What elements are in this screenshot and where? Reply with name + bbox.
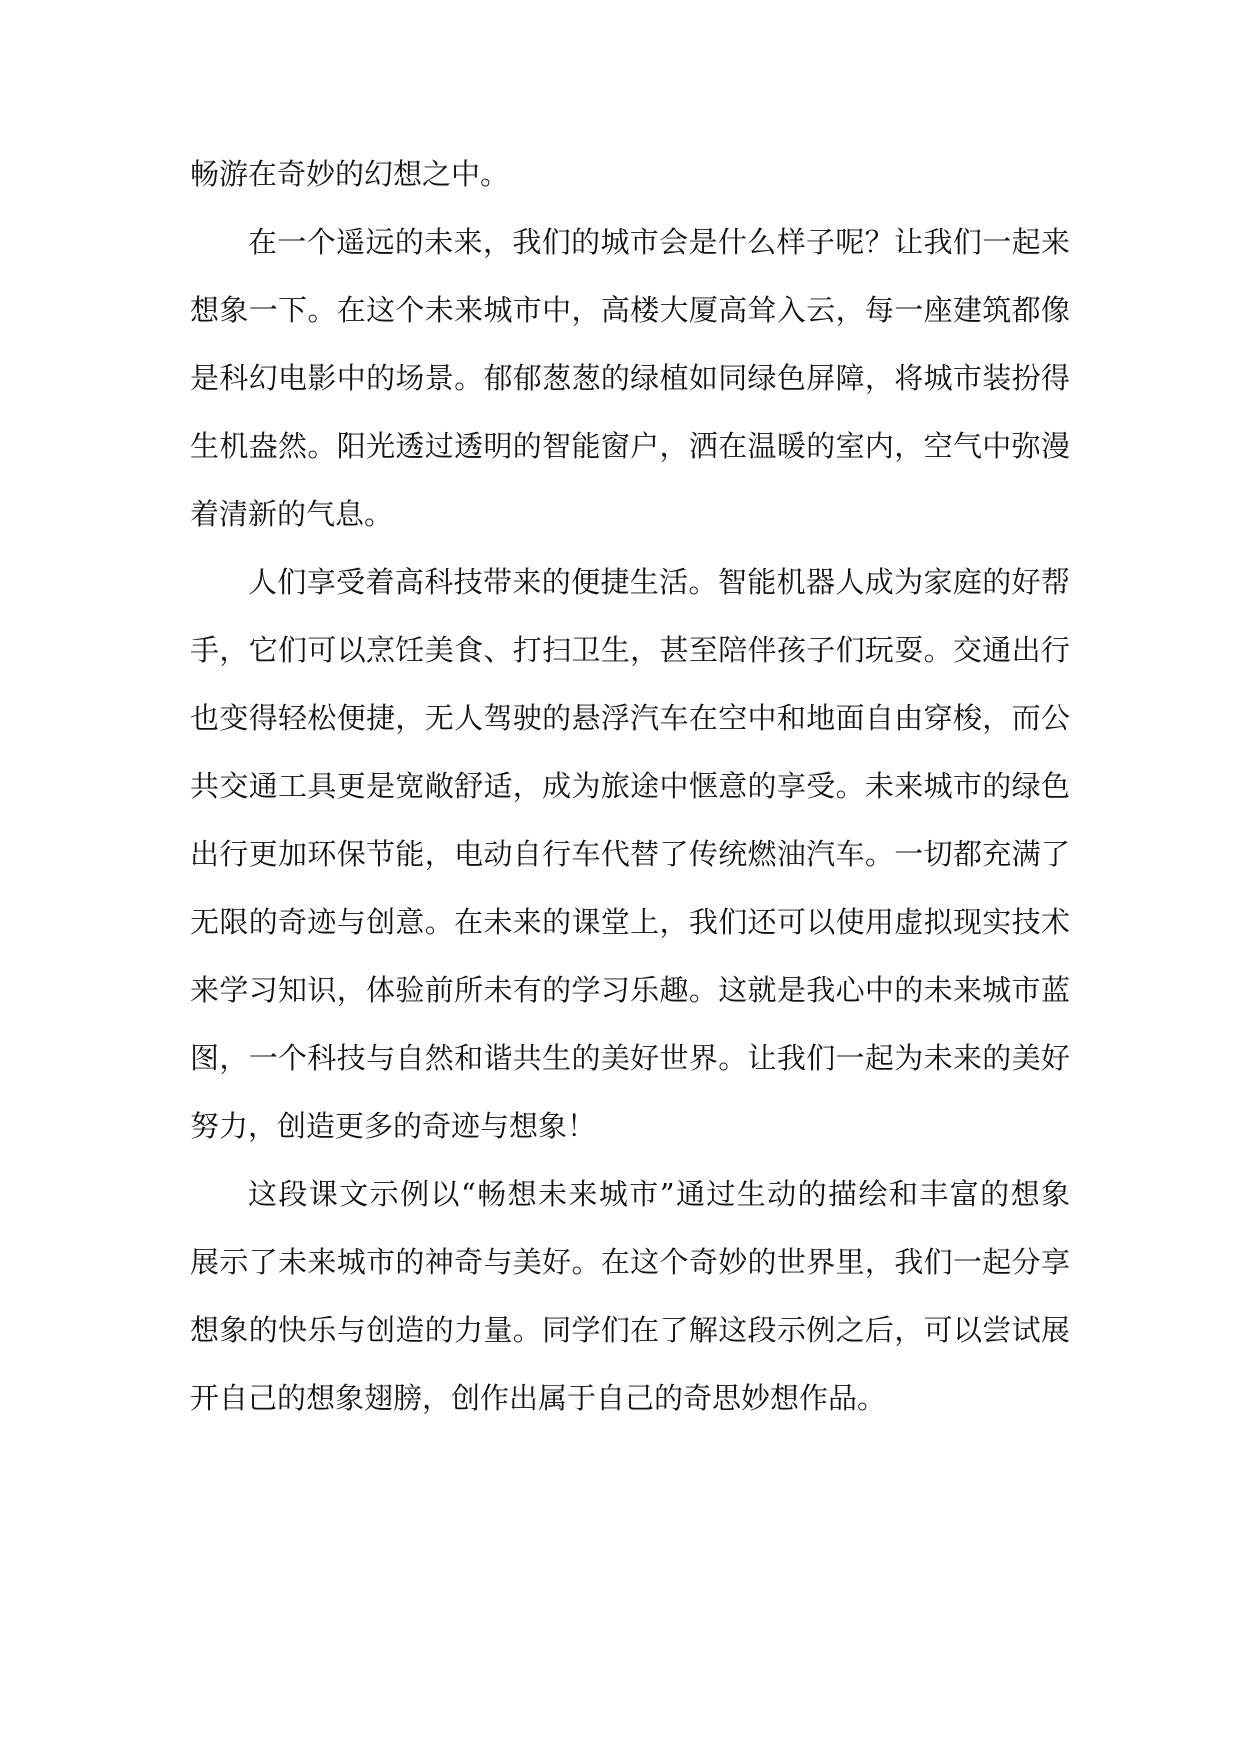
text-line: 手，它们可以烹饪美食、打扫卫生，甚至陪伴孩子们玩耍。交通出行 <box>190 633 1070 667</box>
paragraph-first-line: 人们享受着高科技带来的便捷生活。智能机器人成为家庭的好帮 <box>248 565 1070 599</box>
text-line: 也变得轻松便捷，无人驾驶的悬浮汽车在空中和地面自由穿梭，而公 <box>190 701 1070 735</box>
text-line: 出行更加环保节能，电动自行车代替了传统燃油汽车。一切都充满了 <box>190 837 1070 871</box>
text-line: 生机盎然。阳光透过透明的智能窗户，洒在温暖的室内，空气中弥漫 <box>190 429 1070 463</box>
text-line: 着清新的气息。 <box>190 497 394 531</box>
body-text <box>190 140 1070 1432</box>
text-line: 是科幻电影中的场景。郁郁葱葱的绿植如同绿色屏障，将城市装扮得 <box>190 361 1070 395</box>
text-line: 畅游在奇妙的幻想之中。 <box>190 157 510 191</box>
text-line: 无限的奇迹与创意。在未来的课堂上，我们还可以使用虚拟现实技术 <box>190 905 1070 939</box>
text-line: 开自己的想象翅膀，创作出属于自己的奇思妙想作品。 <box>190 1381 887 1415</box>
text-line: 努力，创造更多的奇迹与想象！ <box>190 1109 597 1143</box>
text-line: 想象的快乐与创造的力量。同学们在了解这段示例之后，可以尝试展 <box>190 1313 1070 1347</box>
paragraph-first-line: 这段课文示例以“畅想未来城市”通过生动的描绘和丰富的想象 <box>248 1177 1070 1211</box>
text-line: 想象一下。在这个未来城市中，高楼大厦高耸入云，每一座建筑都像 <box>190 293 1070 327</box>
text-line: 来学习知识，体验前所未有的学习乐趣。这就是我心中的未来城市蓝 <box>190 973 1070 1007</box>
text-line: 图，一个科技与自然和谐共生的美好世界。让我们一起为未来的美好 <box>190 1041 1070 1075</box>
text-line: 共交通工具更是宽敞舒适，成为旅途中惬意的享受。未来城市的绿色 <box>190 769 1070 803</box>
paragraph-first-line: 在一个遥远的未来，我们的城市会是什么样子呢？让我们一起来 <box>248 225 1070 259</box>
text-line: 展示了未来城市的神奇与美好。在这个奇妙的世界里，我们一起分享 <box>190 1245 1070 1279</box>
